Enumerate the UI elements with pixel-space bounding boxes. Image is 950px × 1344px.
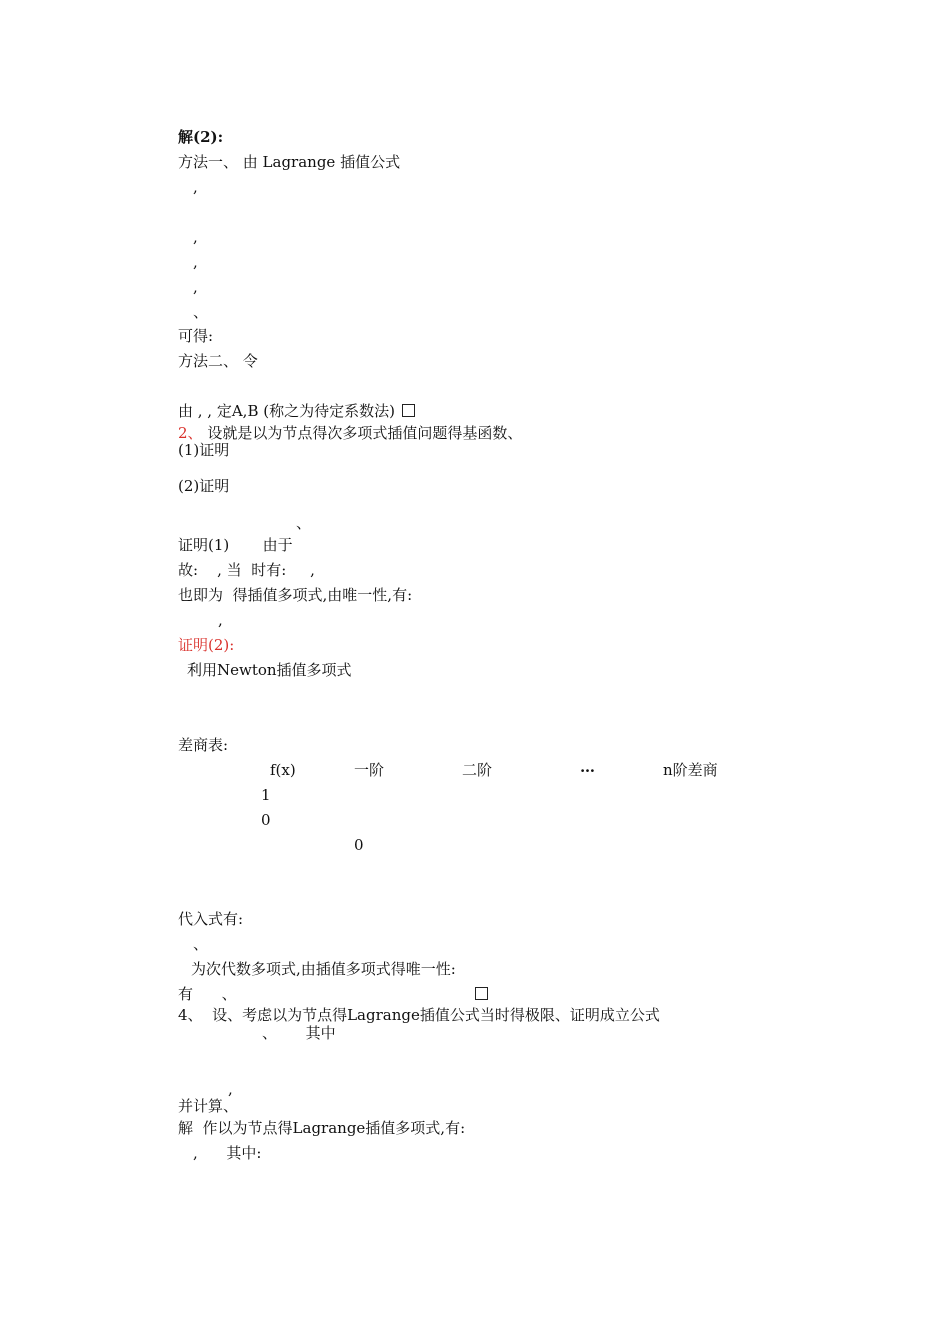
table-header: 一阶 — [354, 761, 385, 779]
part-one-claim: (1)证明 — [178, 441, 230, 459]
proof-two-title: 证明(2): — [178, 636, 235, 654]
substitute-line: 代入式有: — [178, 910, 244, 928]
comma-mark: , — [193, 228, 198, 246]
where-line: , 其中: — [193, 1144, 262, 1162]
pause-mark: 、 — [193, 935, 209, 953]
comma-mark: , — [193, 253, 198, 271]
newton-line: 利用Newton插值多项式 — [187, 661, 352, 679]
part-two-claim: (2)证明 — [178, 477, 230, 495]
problem-two-statement: 设就是以为节点得次多项式插值问题得基函数、 — [202, 424, 523, 442]
end-of-proof-box — [475, 987, 488, 1000]
table-header: n阶差商 — [663, 761, 718, 779]
result-line: 可得: — [178, 327, 214, 345]
coefficient-line: 由 , , 定A,B (称之为待定系数法) — [178, 402, 415, 420]
pause-mark: 、 — [296, 514, 312, 532]
proof-one-line: 故: , 当 时有: , — [178, 561, 315, 579]
table-cell: 0 — [354, 836, 364, 854]
compute-line: 并计算、 — [178, 1097, 239, 1115]
difference-table-label: 差商表: — [178, 736, 229, 754]
where-line: 、 其中 — [262, 1024, 336, 1042]
solution-title: 解(2): — [178, 128, 224, 146]
problem-four-solution: 解 作以为节点得Lagrange插值多项式,有: — [178, 1119, 466, 1137]
table-header: 二阶 — [462, 761, 493, 779]
proof-one-line: 证明(1) 由于 — [178, 536, 293, 554]
table-cell: 1 — [261, 786, 271, 804]
comma-mark: , — [193, 278, 198, 296]
method-two-line: 方法二、 令 — [178, 352, 258, 370]
problem-four-statement: 4、 设、考虑以为节点得Lagrange插值公式当时得极限、证明成立公式 — [178, 1006, 660, 1024]
comma-mark: , — [193, 178, 198, 196]
uniqueness-line: 为次代数多项式,由插值多项式得唯一性: — [191, 960, 456, 978]
comma-mark: , — [228, 1080, 233, 1098]
table-header: f(x) — [270, 761, 296, 779]
comma-mark: , — [218, 611, 223, 629]
end-of-proof-box — [402, 404, 415, 417]
method-one-line: 方法一、 由 Lagrange 插值公式 — [178, 153, 401, 171]
table-header: … — [580, 758, 595, 776]
table-cell: 0 — [261, 811, 271, 829]
pause-mark: 、 — [193, 303, 209, 321]
proof-one-line: 也即为 得插值多项式,由唯一性,有: — [178, 586, 413, 604]
conclusion-line: 有 、 — [178, 985, 488, 1003]
problem-two-number: 2、 — [178, 424, 203, 442]
